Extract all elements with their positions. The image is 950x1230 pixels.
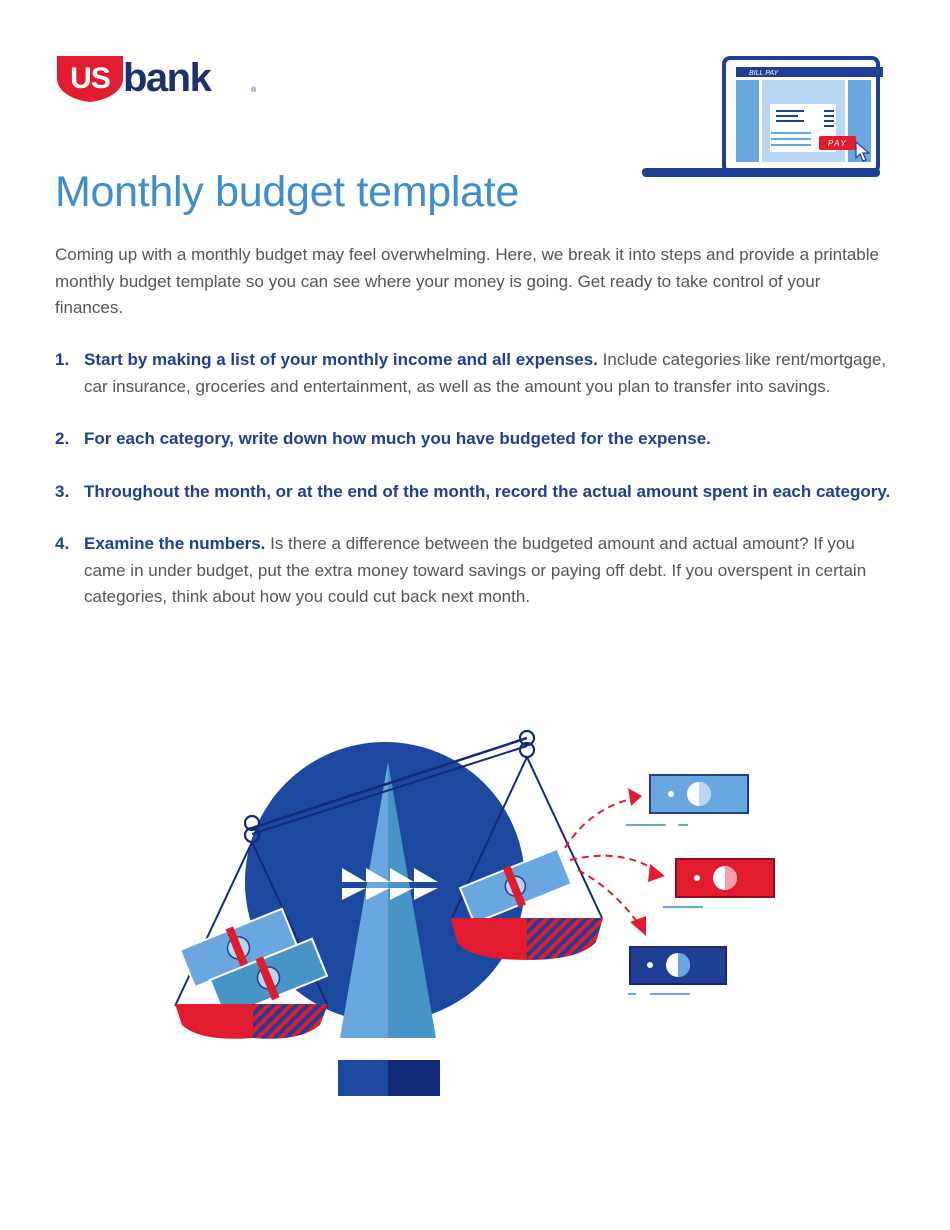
- step-number: 2.: [55, 429, 70, 448]
- step-item: [55, 531, 895, 611]
- page-title: Monthly budget template: [55, 168, 520, 216]
- svg-text:®: ®: [251, 87, 257, 94]
- step-number: 3.: [55, 481, 70, 501]
- bill-blue-icon: [626, 775, 748, 826]
- step-number: 4.: [55, 534, 70, 553]
- pay-button-label: PAY: [827, 139, 848, 148]
- svg-text:US: US: [70, 62, 110, 95]
- step-item: [55, 347, 895, 400]
- step-lead: Examine the numbers.: [84, 534, 266, 553]
- dashed-arrows: [565, 798, 655, 926]
- step-lead: For each category, write down how much you have budgeted for the expense.: [84, 429, 711, 448]
- svg-text:bank: bank: [123, 56, 211, 100]
- laptop-bill-pay-illustration: [638, 52, 883, 182]
- usbank-logo: [55, 54, 260, 104]
- step-lead: Start by making a list of your monthly income and all expenses.: [84, 350, 598, 369]
- step-lead: Throughout the month, or at the end of the month, record the actual amount spent in each category.: [84, 481, 891, 501]
- steps-list: [55, 347, 895, 611]
- step-body: Is there a difference between the budgeted amount and actual amount? If you came in under budget, put the extra money toward savings or paying off debt. If you overspent in certain categories, think about how you could cut back next month.: [84, 534, 867, 606]
- step-number: 1.: [55, 350, 70, 369]
- laptop-bar-label: BILL PAY: [749, 70, 779, 77]
- bill-navy-icon: [628, 947, 726, 995]
- bill-red-icon: [663, 859, 774, 908]
- balance-scale-illustration: [160, 720, 800, 1110]
- left-scale-pan: [175, 1004, 253, 1039]
- step-item: [55, 479, 895, 506]
- intro-paragraph: Coming up with a monthly budget may feel overwhelming. Here, we break it into steps and provide a printable monthly budget template so you can see where your money is going. Get ready to take control of your finances.: [55, 245, 879, 317]
- step-body: Include categories like rent/mortgage, car insurance, groceries and entertainment, as well as the amount you plan to transfer into savings.: [84, 350, 887, 396]
- step-item: [55, 426, 895, 453]
